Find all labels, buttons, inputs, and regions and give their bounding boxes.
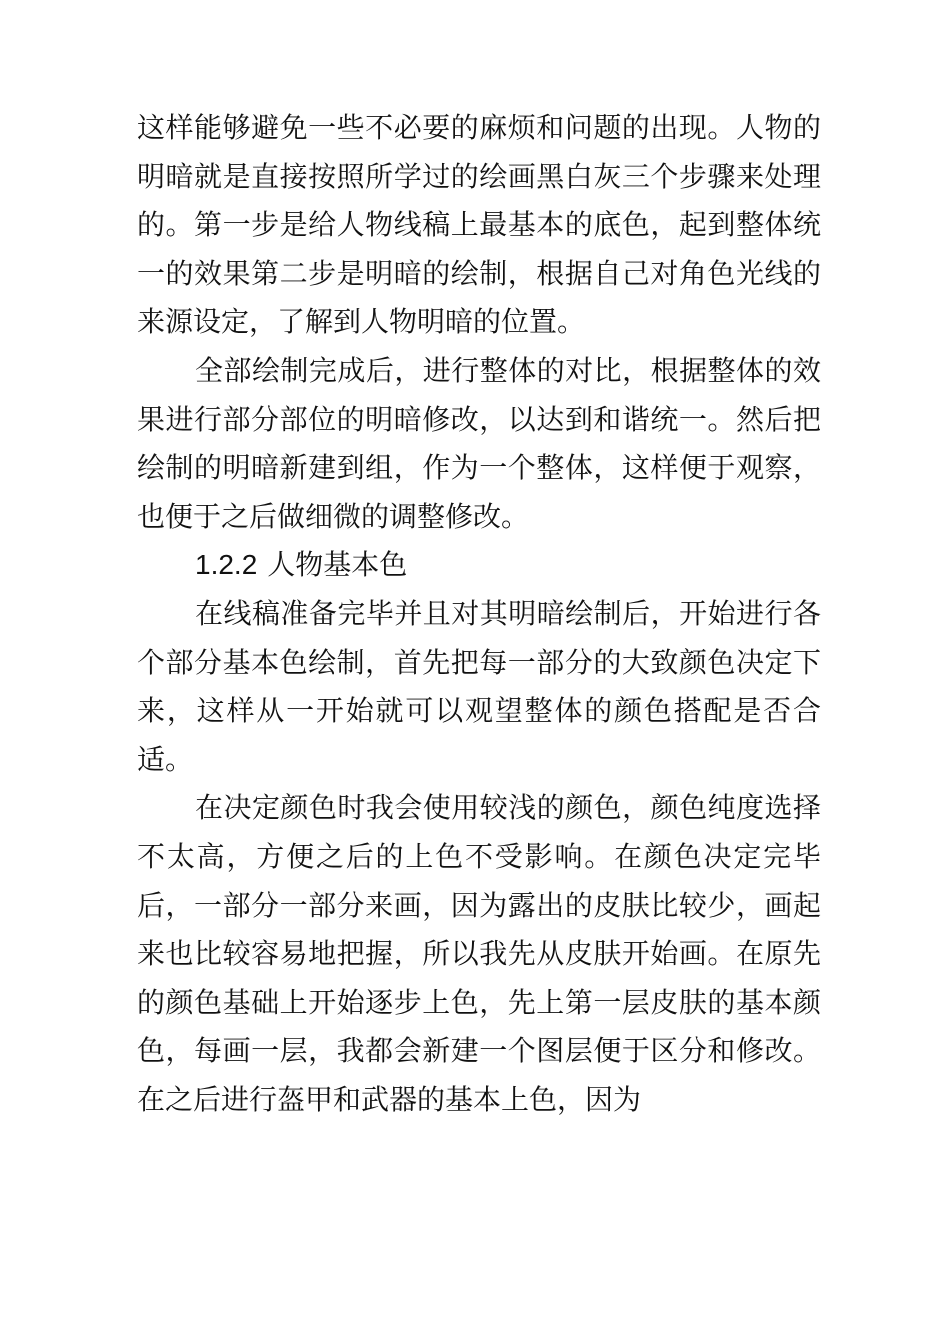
paragraph-3: 在线稿准备完毕并且对其明暗绘制后，开始进行各个部分基本色绘制，首先把每一部分的大致颜色决定下来，这样从一开始就可以观望整体的颜色搭配是否合适。 xyxy=(137,596,821,776)
paragraph-1: 这样能够避免一些不必要的麻烦和问题的出现。人物的明暗就是直接按照所学过的绘画黑白灰三个步骤来处理的。第一步是给人物线稿上最基本的底色，起到整体统一的效果第二步是明暗的绘制，根据自己对角色光线的来源设定，了解到人物明暗的位置。 xyxy=(137,111,821,339)
section-number: 1.2.2 xyxy=(195,549,258,581)
section-title: 人物基本色 xyxy=(267,548,408,582)
paragraph-2: 全部绘制完成后，进行整体的对比，根据整体的效果进行部分部位的明暗修改，以达到和谐统一。然后把绘制的明暗新建到组，作为一个整体，这样便于观察，也便于之后做细微的调整修改。 xyxy=(137,353,821,533)
paragraph-4: 在决定颜色时我会使用较浅的颜色，颜色纯度选择不太高，方便之后的上色不受影响。在颜色决定完毕后，一部分一部分来画，因为露出的皮肤比较少，画起来也比较容易地把握，所以我先从皮肤开始画。在原先的颜色基础上开始逐步上色，先上第一层皮肤的基本颜色，每画一层，我都会新建一个图层便于区分和修改。在之后进行盔甲和武器的基本上色，因为 xyxy=(137,791,821,1116)
section-heading xyxy=(137,541,821,590)
document-body xyxy=(137,104,821,1124)
